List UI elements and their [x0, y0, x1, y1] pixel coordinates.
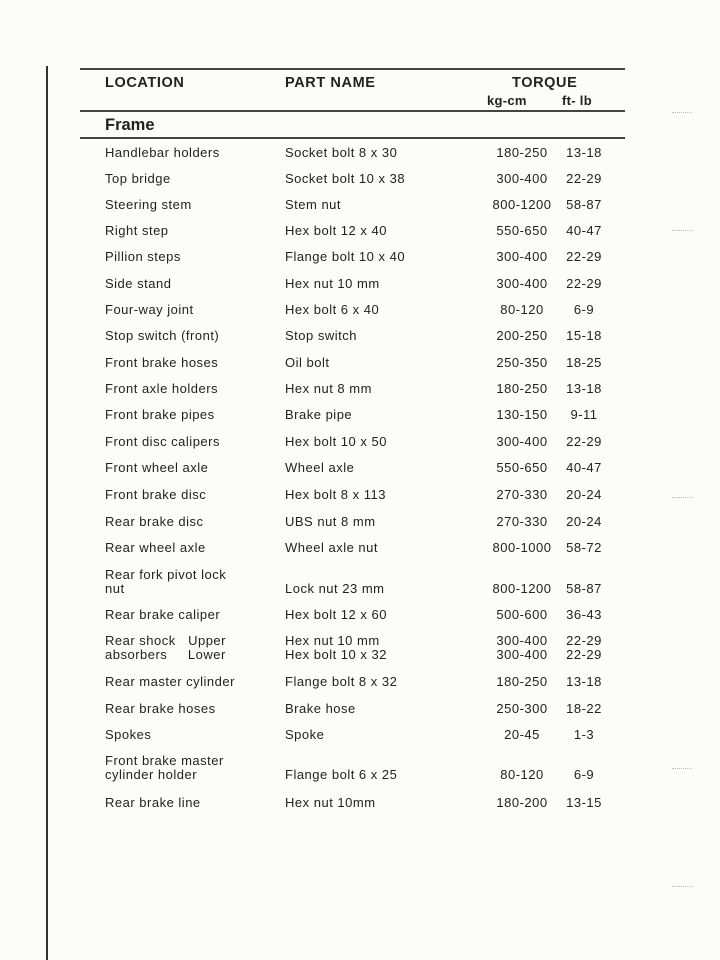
- part-name-cell: Hex bolt 8 x 113: [285, 487, 386, 502]
- torque-ft-lb-cell: 18-25: [566, 355, 602, 370]
- part-name-cell: Oil bolt: [285, 355, 330, 370]
- torque-kg-cm-cell: 180-250: [496, 674, 548, 689]
- torque-kg-cm-cell: 800-1000: [492, 540, 552, 555]
- torque-ft-lb-cell: 58-87: [566, 581, 602, 596]
- torque-ft-lb-cell: 22-29 22-29: [566, 633, 602, 662]
- part-name-cell: Wheel axle: [285, 460, 355, 475]
- torque-ft-lb-cell: 13-18: [566, 674, 602, 689]
- torque-ft-lb-cell: 20-24: [566, 514, 602, 529]
- section-rule: [80, 137, 625, 139]
- location-cell: Rear master cylinder: [105, 674, 235, 689]
- table-row: [0, 634, 720, 670]
- location-cell: Side stand: [105, 276, 172, 291]
- location-cell: Rear brake caliper: [105, 607, 221, 622]
- section-title: Frame: [105, 116, 155, 134]
- header-location: LOCATION: [105, 75, 185, 91]
- location-cell: Front brake master cylinder holder: [105, 753, 224, 782]
- torque-kg-cm-cell: 200-250: [496, 328, 548, 343]
- part-name-cell: Hex nut 10mm: [285, 795, 376, 810]
- torque-ft-lb-cell: 36-43: [566, 607, 602, 622]
- scan-mark: [672, 112, 692, 114]
- torque-ft-lb-cell: 58-87: [566, 197, 602, 212]
- location-cell: Top bridge: [105, 171, 171, 186]
- location-cell: Rear brake line: [105, 795, 201, 810]
- torque-ft-lb-cell: 6-9: [573, 767, 595, 782]
- torque-ft-lb-cell: 58-72: [566, 540, 602, 555]
- part-name-cell: Hex bolt 12 x 60: [285, 607, 387, 622]
- location-cell: Front disc calipers: [105, 434, 220, 449]
- location-cell: Front wheel axle: [105, 460, 209, 475]
- table-row: [0, 568, 720, 604]
- torque-kg-cm-cell: 270-330: [496, 514, 548, 529]
- part-name-cell: UBS nut 8 mm: [285, 514, 376, 529]
- torque-kg-cm-cell: 250-350: [496, 355, 548, 370]
- torque-kg-cm-cell: 270-330: [496, 487, 548, 502]
- part-name-cell: Hex nut 10 mm: [285, 276, 380, 291]
- location-cell: Right step: [105, 223, 169, 238]
- torque-kg-cm-cell: 300-400 300-400: [496, 633, 548, 662]
- torque-ft-lb-cell: 20-24: [566, 487, 602, 502]
- torque-ft-lb-cell: 18-22: [566, 701, 602, 716]
- torque-kg-cm-cell: 180-250: [496, 381, 548, 396]
- location-cell: Rear brake hoses: [105, 701, 216, 716]
- torque-ft-lb-cell: 22-29: [566, 171, 602, 186]
- header-ft-lb: ft- lb: [562, 93, 592, 108]
- torque-kg-cm-cell: 300-400: [496, 249, 548, 264]
- part-name-cell: Stem nut: [285, 197, 342, 212]
- location-cell: Spokes: [105, 727, 152, 742]
- header-kg-cm: kg-cm: [487, 93, 527, 108]
- torque-kg-cm-cell: 550-650: [496, 223, 548, 238]
- header-part-name: PART NAME: [285, 75, 376, 91]
- torque-kg-cm-cell: 500-600: [496, 607, 548, 622]
- part-name-cell: Hex nut 8 mm: [285, 381, 372, 396]
- table-row: [0, 754, 720, 790]
- location-cell: Handlebar holders: [105, 145, 220, 160]
- torque-ft-lb-cell: 13-18: [566, 145, 602, 160]
- torque-kg-cm-cell: 550-650: [496, 460, 548, 475]
- location-cell: Rear brake disc: [105, 514, 204, 529]
- location-cell: Four-way joint: [105, 302, 194, 317]
- torque-kg-cm-cell: 800-1200: [492, 581, 552, 596]
- torque-ft-lb-cell: 1-3: [573, 727, 595, 742]
- part-name-cell: Socket bolt 10 x 38: [285, 171, 406, 186]
- scan-mark: [672, 886, 692, 888]
- location-cell: Front brake pipes: [105, 407, 215, 422]
- torque-ft-lb-cell: 13-18: [566, 381, 602, 396]
- torque-kg-cm-cell: 20-45: [504, 727, 540, 742]
- scan-mark: [672, 497, 692, 499]
- part-name-cell: Hex nut 10 mm Hex bolt 10 x 32: [285, 633, 387, 662]
- part-name-cell: Wheel axle nut: [285, 540, 378, 555]
- location-cell: Steering stem: [105, 197, 192, 212]
- part-name-cell: Stop switch: [285, 328, 357, 343]
- location-cell: Front brake disc: [105, 487, 207, 502]
- location-cell: Rear fork pivot lock nut: [105, 567, 227, 596]
- torque-kg-cm-cell: 180-200: [496, 795, 548, 810]
- torque-kg-cm-cell: 800-1200: [492, 197, 552, 212]
- torque-ft-lb-cell: 40-47: [566, 223, 602, 238]
- location-cell: Stop switch (front): [105, 328, 220, 343]
- torque-kg-cm-cell: 300-400: [496, 276, 548, 291]
- torque-ft-lb-cell: 22-29: [566, 434, 602, 449]
- part-name-cell: Spoke: [285, 727, 325, 742]
- torque-ft-lb-cell: 9-11: [570, 407, 598, 422]
- location-cell: Pillion steps: [105, 249, 181, 264]
- torque-ft-lb-cell: 40-47: [566, 460, 602, 475]
- top-rule: [80, 68, 625, 70]
- location-cell: Front brake hoses: [105, 355, 219, 370]
- torque-ft-lb-cell: 22-29: [566, 249, 602, 264]
- torque-kg-cm-cell: 80-120: [500, 767, 544, 782]
- torque-kg-cm-cell: 180-250: [496, 145, 548, 160]
- part-name-cell: Flange bolt 8 x 32: [285, 674, 398, 689]
- header-rule: [80, 110, 625, 112]
- torque-kg-cm-cell: 250-300: [496, 701, 548, 716]
- torque-ft-lb-cell: 15-18: [566, 328, 602, 343]
- part-name-cell: Socket bolt 8 x 30: [285, 145, 398, 160]
- location-cell: Rear wheel axle: [105, 540, 206, 555]
- part-name-cell: Hex bolt 12 x 40: [285, 223, 387, 238]
- table-row: [0, 796, 720, 832]
- torque-kg-cm-cell: 80-120: [500, 302, 544, 317]
- torque-ft-lb-cell: 13-15: [566, 795, 602, 810]
- part-name-cell: Flange bolt 10 x 40: [285, 249, 406, 264]
- torque-kg-cm-cell: 300-400: [496, 434, 548, 449]
- torque-ft-lb-cell: 22-29: [566, 276, 602, 291]
- part-name-cell: Brake hose: [285, 701, 356, 716]
- part-name-cell: Hex bolt 6 x 40: [285, 302, 380, 317]
- torque-ft-lb-cell: 6-9: [573, 302, 595, 317]
- torque-kg-cm-cell: 130-150: [496, 407, 548, 422]
- location-cell: Front axle holders: [105, 381, 219, 396]
- header-torque: TORQUE: [512, 75, 578, 91]
- part-name-cell: Lock nut 23 mm: [285, 581, 385, 596]
- location-cell: Rear shock Upper absorbers Lower: [105, 633, 226, 662]
- part-name-cell: Flange bolt 6 x 25: [285, 767, 398, 782]
- part-name-cell: Hex bolt 10 x 50: [285, 434, 387, 449]
- torque-kg-cm-cell: 300-400: [496, 171, 548, 186]
- scan-mark: [672, 230, 692, 232]
- part-name-cell: Brake pipe: [285, 407, 353, 422]
- scan-mark: [672, 768, 692, 770]
